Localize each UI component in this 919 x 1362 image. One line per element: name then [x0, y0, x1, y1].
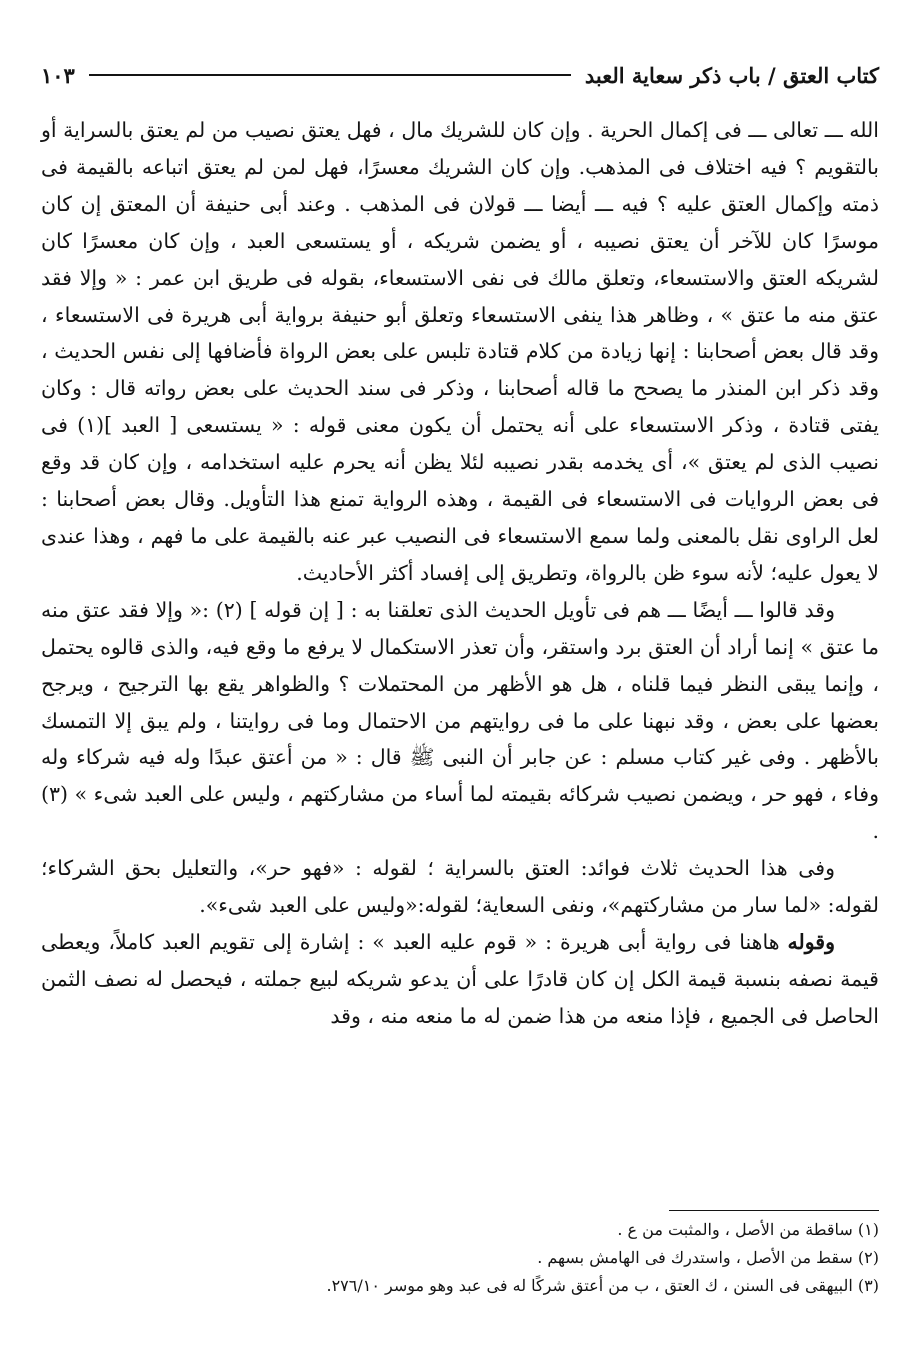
footnote-2: (٢) سقط من الأصل ، واستدرك فى الهامش بسهم .	[537, 1248, 879, 1267]
paragraph-3: وفى هذا الحديث ثلاث فوائد: العتق بالسراية ؛ لقوله : «فهو حر»، والتعليل بحق الشركاء؛ لقوله: «لما سار من مشاركتهم»، ونفى السعاية؛ لقوله:«وليس على العبد شىء».	[41, 856, 879, 918]
footnote-1: (١) ساقطة من الأصل ، والمثبت من ع .	[617, 1220, 879, 1239]
paragraph-4-text: هاهنا فى رواية أبى هريرة : « قوم عليه العبد » : إشارة إلى تقويم العبد كاملاً، ويعطى قيمة نصفه بنسبة قيمة الكل إن كان قادرًا على أن يدعو شريكه لبيع جملته ، فيحصل له نصف الثمن الحاصل فى الجميع ، فإذا منعه من هذا ضمن له ما منعه منه ، وقد	[41, 929, 879, 1028]
paragraph-1: الله ـــ تعالى ـــ فى إكمال الحرية . وإن كان للشريك مال ، فهل يعتق نصيب من لم يعتق بالسراية أو بالتقويم ؟ فيه اختلاف فى المذهب. وإن كان الشريك معسرًا، فهل لمن لم يعتق اتباعه بالقيمة فى ذمته وإكمال العتق عليه ؟ فيه ـــ أيضا ـــ قولان فى المذهب . وعند أبى حنيفة أن المعتق إن كان موسرًا كان للآخر أن يعتق نصيبه ، أو يضمن شريكه ، أو يستسعى العبد ، وإن كان معسرًا كان لشريكه العتق والاستسعاء، وتعلق مالك فى نفى الاستسعاء، بقوله فى طريق ابن عمر : « وإلا فقد عتق منه ما عتق » ، وظاهر هذا ينفى الاستسعاء وتعلق أبو حنيفة برواية أبى هريرة فى الاستسعاء ، وقد قال بعض أصحابنا : إنها زيادة من كلام قتادة تلبس على بعض الرواة فأضافها إلى نفس الحديث ، وقد ذكر ابن المنذر ما يصحح ما قاله أصحابنا ، وذكر فى سند الحديث على بعض رواته قال : وكان يفتى قتادة ، وذكر الاستسعاء على أنه يحتمل أن يكون معنى قوله : « يستسعى [ العبد ](١) فى نصيب الذى لم يعتق »، أى يخدمه بقدر نصيبه لئلا يظن أنه يحرم عليه استخدامه ، وإن كان قد وقع فى بعض الروايات فى الاستسعاء فى القيمة ، وهذه الرواية تمنع هذا التأويل. وقال بعض أصحابنا : لعل الراوى نقل بالمعنى ولما سمع الاستسعاء فى النصيب عبر عنه بالقيمة على ما فهم ، وهذا عندى لا يعول عليه؛ لأنه سوء ظن بالرواة، وتطريق إلى إفساد أكثر الأحاديث.	[41, 118, 880, 585]
chapter-title: كتاب العتق / باب ذكر سعاية العبد	[584, 62, 879, 88]
paragraph-4	[41, 924, 879, 1035]
page-number: ١٠٣	[41, 62, 75, 88]
main-text	[41, 112, 879, 1035]
footnotes	[41, 1216, 879, 1300]
footnote-separator	[669, 1210, 879, 1211]
paragraph-4-lead: وقوله	[787, 929, 835, 954]
header-rule	[89, 74, 571, 76]
paragraph-2: وقد قالوا ـــ أيضًا ـــ هم فى تأويل الحديث الذى تعلقنا به : [ إن قوله ] (٢) :« وإلا فقد عتق منه ما عتق » إنما أراد أن العتق برد واستقر، وأن تعذر الاستكمال لا يرفع ما وقع فيه، والذى قالوه يحتمل ، وإنما يبقى النظر فيما قلناه ، هل هو الأظهر من المحتملات ؟ والظواهر يقع بها الترجيح ، ويرجح بعضها على بعض ، وقد نبهنا على ما فى روايتهم من الاحتمال وما فى روايتنا ، ولم يبق إلا التمسك بالأظهر . وفى غير كتاب مسلم : عن جابر أن النبى ﷺ قال : « من أعتق عبدًا وله فيه شركاء وله وفاء ، فهو حر ، ويضمن نصيب شركائه بقيمته لما أساء من مشاركتهم ، وليس على العبد شىء » (٣) .	[41, 597, 879, 844]
running-header	[41, 58, 879, 92]
footnote-3: (٣) البيهقى فى السنن ، ك العتق ، ب من أعتق شركًا له فى عبد وهو موسر ٢٧٦/١٠.	[326, 1276, 879, 1295]
